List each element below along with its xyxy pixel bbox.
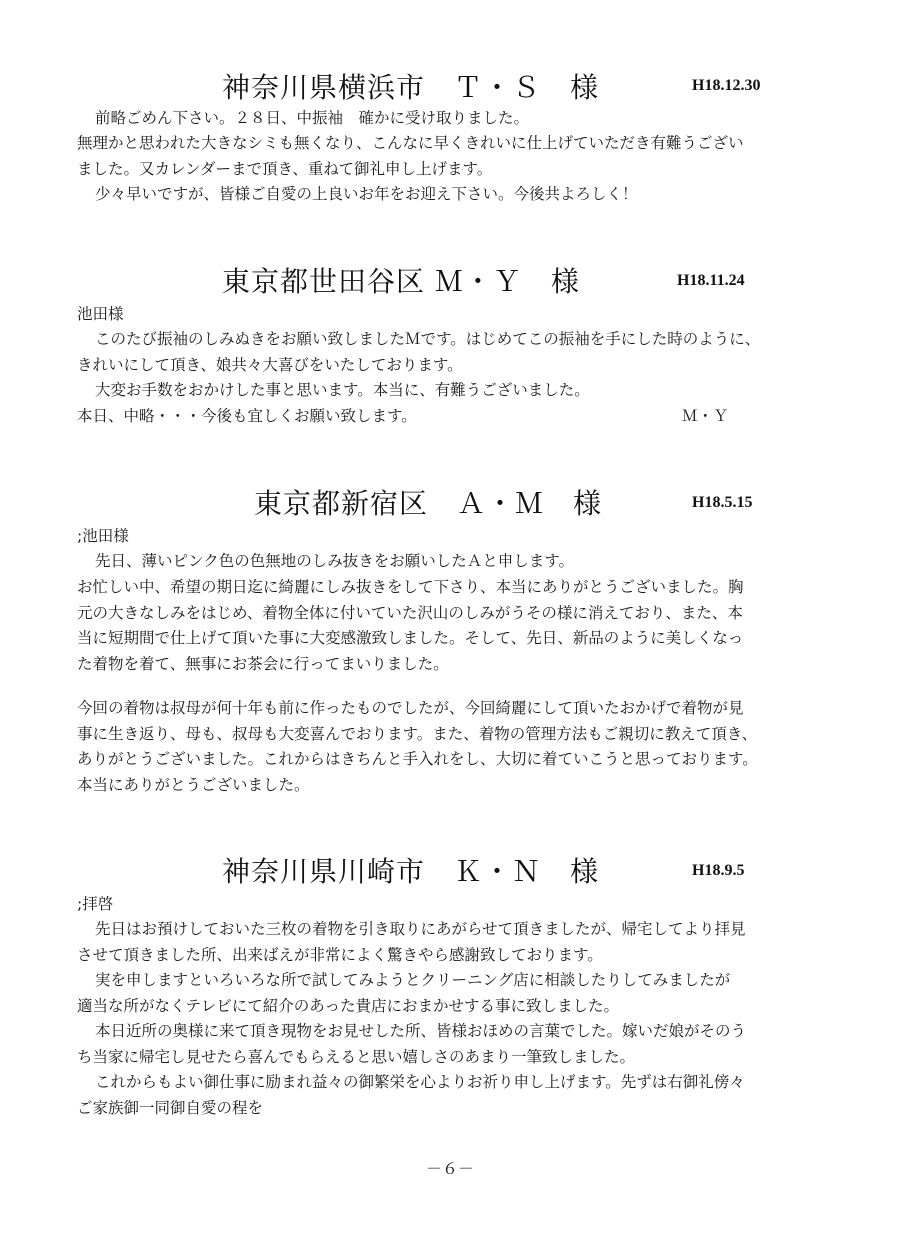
letter-1-line: 少々早いですが、皆様ご自愛の上良いお年をお迎え下さい。今後共よろしく！ <box>95 185 638 203</box>
page-number: －６－ <box>425 1159 474 1178</box>
letter-3-line: ありがとうございました。これからはきちんと手入れをし、大切に着ていこうと思っております。 <box>77 750 758 768</box>
letter-2-title: 東京都世田谷区 Ｍ・Ｙ 様 <box>222 265 580 298</box>
letter-4-line: 適当な所がなくテレビにて紹介のあった貴店におまかせする事に致しました。 <box>77 997 620 1015</box>
letter-3-line: 今回の着物は叔母が何十年も前に作ったものでしたが、今回綺麗にして頂いたおかげで着物が見 <box>77 699 744 717</box>
letter-3-line: 事に生き返り、母も、叔母も大変喜んでおります。また、着物の管理方法もご親切に教えて頂き、 <box>77 725 758 743</box>
letter-1-line: ました。又カレンダーまで頂き、重ねて御礼申し上げます。 <box>77 160 493 178</box>
letter-2-line: このたび振袖のしみぬきをお願い致しましたＭです。はじめてこの振袖を手にした時のように、 <box>95 330 761 348</box>
letter-1-heading <box>0 66 900 106</box>
letter-4-line: 本日近所の奥様に来て頂き現物をお見せした所、皆様おほめの言葉でした。嫁いだ娘がそのう <box>95 1022 747 1040</box>
letter-4-line: ち当家に帰宅し見せたら喜んでもらえると思い嬉しさのあまり一筆致しました。 <box>77 1048 636 1066</box>
letter-3-line: ;池田様 <box>77 527 129 545</box>
letter-4-title: 神奈川県川崎市 Ｋ・Ｎ 様 <box>222 855 600 888</box>
letter-4-line: ご家族御一同御自愛の程を <box>77 1099 264 1117</box>
letter-2-line: 池田様 <box>77 305 124 323</box>
letter-4-line: これからもよい御仕事に励まれ益々の御繁栄を心よりお祈り申し上げます。先ずは右御礼傍々 <box>95 1073 745 1091</box>
letter-2-line: きれいにして頂き、娘共々大喜びをいたしております。 <box>77 356 463 374</box>
letter-4-date: H18.9.5 <box>692 862 745 879</box>
letter-4-line: ;拝啓 <box>77 895 114 913</box>
letter-2-heading <box>0 260 900 300</box>
letter-3-title: 東京都新宿区 Ａ・Ｍ 様 <box>254 487 603 520</box>
letter-3-line: 先日、薄いピンク色の色無地のしみ抜きをお願いしたＡと申します。 <box>95 552 574 570</box>
letter-1-line: 無理かと思われた大きなシミも無くなり、こんなに早くきれいに仕上げていただき有難うござい <box>77 134 744 152</box>
letter-3-line: 本当にありがとうございました。 <box>77 776 310 794</box>
letter-2-signature: Ｍ・Ｙ <box>682 407 729 425</box>
letter-2-line: 本日、中略・・・今後も宜しくお願い致します。 <box>77 407 417 425</box>
letter-1-line: 前略ごめん下さい。２８日、中振袖 確かに受け取りました。 <box>95 109 530 127</box>
letter-4-line: 先日はお預けしておいた三枚の着物を引き取りにあがらせて頂きましたが、帰宅してより拝見 <box>95 920 746 938</box>
letter-3-line: お忙しい中、希望の期日迄に綺麗にしみ抜きをして下さり、本当にありがとうございました。胸 <box>77 578 744 596</box>
letter-3-heading <box>0 482 900 522</box>
letter-3-date: H18.5.15 <box>692 494 753 511</box>
letter-2-date: H18.11.24 <box>677 272 745 289</box>
letter-1-title: 神奈川県横浜市 Ｔ・Ｓ 様 <box>222 71 600 104</box>
letter-4-line: させて頂きました所、出来ばえが非常によく驚きやら感謝致しております。 <box>77 946 603 964</box>
letter-1-date: H18.12.30 <box>692 77 761 94</box>
letter-4-heading <box>0 850 900 890</box>
letter-3-line: 当に短期間で仕上げて頂いた事に大変感激致しました。そして、先日、新品のように美しくなっ <box>77 629 744 647</box>
letter-3-line: た着物を着て、無事にお茶会に行ってまいりました。 <box>77 655 449 673</box>
letter-3-line: 元の大きなしみをはじめ、着物全体に付いていた沢山のしみがうその様に消えており、また、本 <box>77 604 743 622</box>
letter-2-line: 大変お手数をおかけした事と思います。本当に、有難うございました。 <box>95 381 590 399</box>
letter-4-line: 実を申しますといろいろな所で試してみようとクリーニング店に相談したりしてみましたが <box>95 971 731 989</box>
